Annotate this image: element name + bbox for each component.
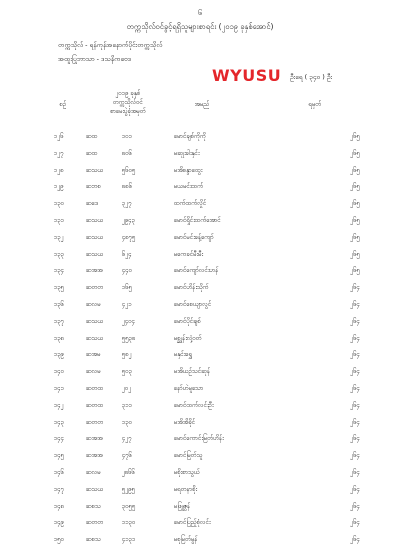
cell-name: မောင်ကျော်လင်းဟန် (174, 267, 219, 275)
cell-name: မောင်ထက်လင်းဦး (174, 401, 214, 409)
cell-prefix: ဆဘစ (86, 183, 101, 191)
cell-seq: ၁၂၇ (54, 149, 64, 157)
cell-seq: ၁၃၅ (54, 284, 65, 292)
table-row (0, 346, 400, 364)
cell-remark: ၂၆၄ (350, 385, 360, 392)
cell-roll-number: ၄၁၃၁ (122, 536, 136, 544)
table-header (0, 88, 400, 126)
table-row (0, 430, 400, 448)
cell-remark: ၂၆၄ (350, 401, 360, 409)
cell-seq: ၁၃၈ (54, 334, 65, 342)
cell-prefix: ဆထ (86, 149, 98, 157)
cell-roll-number: ၃၂၇ (122, 200, 132, 208)
cell-roll-number: ၄၇၆ (122, 452, 133, 460)
cell-prefix: ဆစသ (86, 502, 101, 510)
cell-name: မအိအိခိုင် (174, 418, 196, 426)
cell-seq: ၁၄၅ (54, 452, 65, 460)
seat-count: ဦးရေ ( ၃၄၀ ) ဦး (290, 73, 333, 81)
subject-line: အထူးပြုဘာသာ - ဒသနိကဗေဒ (58, 55, 132, 63)
cell-remark: ၂၆၅ (350, 183, 360, 191)
cell-prefix: ဆသယ (86, 334, 104, 342)
cell-seq: ၁၄၈ (54, 502, 65, 510)
table-row (0, 363, 400, 381)
table-row (0, 380, 400, 398)
cell-prefix: ဆတထ (86, 401, 104, 409)
cell-prefix: ဆသယ (86, 217, 104, 224)
cell-name: မောင်ရှိုင်းထက်အောင် (174, 217, 221, 224)
cell-roll-number: ၂၈၆၆ (122, 469, 136, 476)
cell-remark: ၂၆၄ (350, 334, 360, 342)
cell-seq: ၁၄၂ (54, 401, 64, 409)
cell-seq: ၁၃၉ (54, 351, 65, 359)
cell-remark: ၂၆၄ (350, 452, 360, 460)
cell-roll-number: ၄၈၇၅ (122, 233, 136, 241)
cell-name: ထက်ထက်လှိုင် (174, 200, 207, 208)
cell-remark: ၂၆၅ (350, 233, 360, 241)
cell-roll-number: ၄၄၀ (122, 267, 133, 275)
cell-prefix: ဆသယ (86, 317, 104, 325)
cell-name: မောင်စေယျာလွင် (174, 301, 212, 308)
cell-prefix: ဆလမ (86, 301, 101, 308)
cell-remark: ၂၆၄ (350, 485, 360, 493)
table-row (0, 397, 400, 415)
cell-remark: ၂၆၅ (350, 149, 360, 157)
cell-name: မောင်ပိုင်ချစ် (174, 317, 201, 325)
cell-roll-number: ၄၂၁ (122, 301, 132, 308)
cell-seq: ၁၃၁ (54, 217, 65, 224)
cell-seq: ၁၃၆ (54, 301, 65, 308)
cell-seq: ၁၃၇ (54, 317, 65, 325)
cell-prefix: ဆလမ (86, 368, 101, 376)
cell-remark: ၂၆၄ (350, 502, 360, 510)
cell-prefix: ဆစသ (86, 536, 101, 544)
cell-roll-number: ၃၀၅၅ (122, 502, 136, 510)
table-row (0, 246, 400, 264)
cell-name: နော်ဟဲမူသော (174, 385, 204, 392)
page-number: ၆ (198, 9, 202, 17)
header-name: အမည် (194, 101, 210, 108)
cell-prefix: ဆတတ (86, 284, 104, 292)
cell-roll-number: ၅၅၃၈ (122, 334, 136, 342)
cell-roll-number: ၅၈၂ (122, 351, 132, 359)
cell-roll-number: ၃၁၁ (122, 401, 133, 409)
table-row (0, 229, 400, 247)
cell-seq: ၁၄၃ (54, 418, 65, 426)
cell-roll-number: ၄၂၇ (122, 435, 132, 443)
cell-seq: ၁၂၆ (54, 133, 64, 140)
table-row (0, 414, 400, 432)
cell-roll-number: ၂၄၀၄ (122, 317, 136, 325)
cell-seq: ၁၂၈ (54, 166, 64, 174)
cell-seq: ၁၄၄ (54, 435, 65, 443)
cell-roll-number: ၁၃၀ (122, 418, 133, 426)
table-row (0, 128, 400, 146)
table-row (0, 195, 400, 213)
cell-name: မယမင်းထက် (174, 183, 204, 191)
table-row (0, 162, 400, 180)
table-row (0, 262, 400, 280)
table-row (0, 178, 400, 196)
table-row (0, 447, 400, 465)
cell-seq: ၁၄၇ (54, 485, 65, 493)
cell-remark: ၂၆၄ (350, 435, 360, 443)
cell-prefix: ဆလမ (86, 469, 101, 476)
cell-name: မအိယဉ်သင်ဆုန် (174, 368, 211, 376)
cell-name: မစုမြတ်မွန် (174, 536, 198, 544)
cell-roll-number: ၈၈၆ (122, 183, 133, 191)
cell-roll-number: ၂၉၄၃ (122, 217, 136, 224)
cell-name: မအိစန္ဒာထွေး (174, 166, 203, 174)
cell-prefix: ဆတတ (86, 519, 104, 527)
cell-prefix: ဆသယ (86, 166, 104, 174)
table-row (0, 514, 400, 532)
cell-prefix: ဆသယ (86, 250, 104, 258)
cell-name: မဖြူဇွန် (174, 502, 191, 510)
cell-name: မောင်ပြည့်စုံလင်း (174, 519, 211, 527)
cell-remark: ၂၆၄ (350, 351, 360, 359)
cell-seq: ၁၄၀ (54, 368, 65, 376)
cell-remark: ၂၆၄ (350, 301, 360, 308)
table-row (0, 330, 400, 348)
cell-prefix: ဆအအ (86, 435, 103, 443)
cell-remark: ၂၆၅ (350, 250, 360, 258)
cell-prefix: ဆထ (86, 133, 98, 140)
cell-remark: ၂၆၄ (350, 519, 360, 527)
cell-roll-number: ၅၀၃ (122, 368, 133, 376)
cell-remark: ၂၆၄ (350, 317, 360, 325)
cell-prefix: ဆသယ (86, 485, 104, 493)
table-row (0, 313, 400, 331)
cell-remark: ၂၆၄ (350, 418, 360, 426)
header-seq: စဉ် (59, 101, 67, 108)
university-line: တက္ကသိုလ် - ရန်ကုန်အနောက်ပိုင်းတက္ကသိုလ် (58, 41, 163, 49)
cell-name: မနှင်းရွှေ (174, 351, 193, 359)
cell-seq: ၁၃၃ (54, 250, 65, 258)
cell-name: မစ္ဆုန်းလှံ့ဝတ် (174, 334, 202, 342)
cell-prefix: ဆအအ (86, 452, 103, 460)
cell-prefix: ဆသယ (86, 233, 104, 241)
cell-remark: ၂၆၅ (350, 217, 360, 224)
cell-roll-number: ၁၁၃၀ (122, 519, 136, 527)
cell-name: မောင်မင်းခန့်ကျော် (174, 233, 214, 241)
cell-remark: ၂၆၅ (350, 133, 360, 140)
cell-roll-number: ၈၀၆ (122, 149, 133, 157)
table-row (0, 212, 400, 230)
cell-name: မောင်ကောင်းမြတ်ဟိန်း (174, 435, 224, 443)
cell-remark: ၂၆၄ (350, 536, 360, 544)
cell-prefix: ဆအမ (86, 351, 101, 359)
cell-prefix: ဆတတ (86, 418, 104, 426)
document-title: တက္ကသိုလ်ဝင်ခွင့်ရရှိသူများစာရင်း (၂၀၁၉ ခုနှစ်အောင်) (126, 22, 274, 31)
cell-roll-number: ၂၀၂ (122, 385, 132, 392)
table-row (0, 481, 400, 499)
cell-seq: ၁၂၉ (54, 183, 64, 191)
cell-remark: ၂၆၅ (350, 166, 360, 174)
cell-prefix: ဆတထ (86, 385, 104, 392)
cell-name: မောင်ဟိန်းသိုက် (174, 284, 209, 292)
cell-name: မောင်မြတ်သူ (174, 452, 203, 460)
cell-name: မစိုးစာသွယ် (174, 469, 200, 476)
cell-roll-number: ၆၂၄ (122, 250, 132, 258)
cell-roll-number: ၅၆၀၅ (122, 166, 136, 174)
cell-seq: ၁၄၆ (54, 469, 65, 476)
cell-remark: ၂၆၄ (350, 469, 360, 476)
cell-prefix: ဆဒေ (86, 200, 98, 208)
header-remark: ရမှတ် (308, 101, 322, 108)
cell-remark: ၂၆၄ (350, 368, 360, 376)
cell-seq: ၁၄၁ (54, 385, 65, 392)
cell-roll-number: ၁၀၁ (122, 133, 133, 140)
cell-name: မောင်ချစ်ကိုကို (174, 133, 206, 140)
table-row (0, 531, 400, 549)
cell-name: မကေခင်မီးမီး (174, 250, 204, 258)
cell-seq: ၁၄၉ (54, 519, 65, 527)
table-row (0, 145, 400, 163)
cell-seq: ၁၃၂ (54, 233, 64, 241)
cell-remark: ၂၆၅ (350, 267, 360, 275)
wyusu-stamp: WYUSU (212, 66, 282, 85)
table-row (0, 498, 400, 516)
cell-prefix: ဆအအ (86, 267, 103, 275)
cell-seq: ၁၅၀ (54, 536, 65, 544)
table-row (0, 464, 400, 482)
cell-name: မရတနာစိုး (174, 485, 198, 493)
table-row (0, 296, 400, 314)
cell-seq: ၁၃၄ (54, 267, 65, 275)
cell-remark: ၂၆၄ (350, 284, 360, 292)
table-row (0, 279, 400, 297)
cell-name: မဆုုးခါးနှင်း (174, 149, 200, 157)
cell-roll-number: ၅၂၉၅ (122, 485, 136, 493)
cell-remark: ၂၆၅ (350, 200, 360, 208)
header-roll-number: ၂၀၁၉ ခုနှစ် တက္ကသိုလ်ဝင် စာမေးပွဲခုံအမှတ် (110, 90, 146, 115)
cell-seq: ၁၃၀ (54, 200, 65, 208)
cell-roll-number: ၁၆၅ (122, 284, 133, 292)
